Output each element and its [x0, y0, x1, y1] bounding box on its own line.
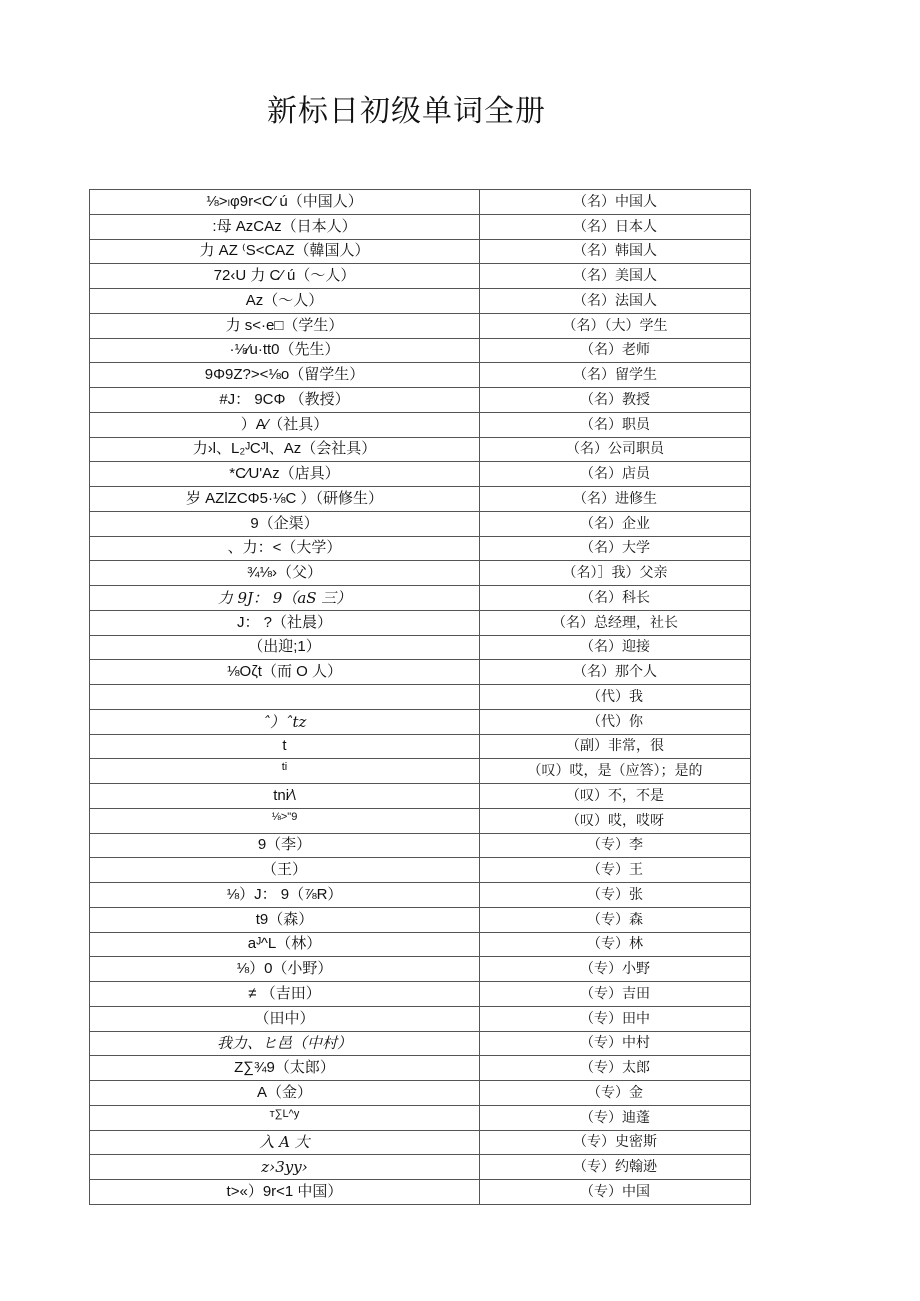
term-cell: ≠ （吉田）: [90, 982, 480, 1007]
meaning-cell: （叹）哎，是（应答）；是的: [480, 759, 751, 784]
term-cell: t: [90, 734, 480, 759]
meaning-cell: （名）进修生: [480, 487, 751, 512]
term-cell: *C⁄U'Az（店具）: [90, 462, 480, 487]
term-cell: （出迎;1）: [90, 635, 480, 660]
term-cell: 9（李）: [90, 833, 480, 858]
meaning-cell: （名）留学生: [480, 363, 751, 388]
table-row: [90, 635, 751, 660]
meaning-cell: （叹）哎，哎呀: [480, 808, 751, 833]
table-row: [90, 437, 751, 462]
table-row: [90, 982, 751, 1007]
table-row: [90, 858, 751, 883]
vocabulary-table-body: [90, 190, 751, 1205]
table-row: [90, 214, 751, 239]
table-row: [90, 660, 751, 685]
term-cell: A（金）: [90, 1081, 480, 1106]
meaning-cell: （名）那个人: [480, 660, 751, 685]
meaning-cell: （专）田中: [480, 1006, 751, 1031]
meaning-cell: （名）企业: [480, 511, 751, 536]
table-row: [90, 784, 751, 809]
term-cell: aᴶ^L（林）: [90, 932, 480, 957]
meaning-cell: （代）你: [480, 709, 751, 734]
term-cell: ᴛ∑L^y: [90, 1105, 480, 1130]
meaning-cell: （名）总经理，社长: [480, 610, 751, 635]
term-cell: ⅛）0（小野）: [90, 957, 480, 982]
table-row: [90, 907, 751, 932]
term-cell: ˆ）ˆtz: [90, 709, 480, 734]
table-row: [90, 808, 751, 833]
table-row: [90, 190, 751, 215]
term-cell: ¾⅛›（父）: [90, 561, 480, 586]
meaning-cell: （专）约翰逊: [480, 1155, 751, 1180]
meaning-cell: （名）韩国人: [480, 239, 751, 264]
term-cell: J： ?（社晨）: [90, 610, 480, 635]
table-row: [90, 1155, 751, 1180]
table-row: [90, 313, 751, 338]
table-row: [90, 412, 751, 437]
table-row: [90, 1180, 751, 1205]
term-cell: ）A⁄（社具）: [90, 412, 480, 437]
page-title: 新标日初级单词全册: [267, 94, 546, 129]
meaning-cell: （名）迎接: [480, 635, 751, 660]
table-row: [90, 734, 751, 759]
meaning-cell: （专）李: [480, 833, 751, 858]
vocabulary-table: [89, 189, 751, 1205]
term-cell: Z∑¾9（太郎）: [90, 1056, 480, 1081]
table-row: [90, 239, 751, 264]
table-row: [90, 610, 751, 635]
table-row: [90, 338, 751, 363]
term-cell: t>«）9r<1 中国）: [90, 1180, 480, 1205]
table-row: [90, 586, 751, 611]
meaning-cell: （名）美国人: [480, 264, 751, 289]
meaning-cell: （名）职员: [480, 412, 751, 437]
meaning-cell: （专）林: [480, 932, 751, 957]
table-row: [90, 388, 751, 413]
meaning-cell: （名）］我）父亲: [480, 561, 751, 586]
term-cell: [90, 685, 480, 710]
table-row: [90, 833, 751, 858]
table-row: [90, 883, 751, 908]
term-cell: 力›l、L₂ᴶCᴶl、Az（会社具）: [90, 437, 480, 462]
meaning-cell: （代）我: [480, 685, 751, 710]
table-row: [90, 1081, 751, 1106]
table-row: [90, 264, 751, 289]
table-row: [90, 759, 751, 784]
term-cell: 9（企渠）: [90, 511, 480, 536]
meaning-cell: （名）中国人: [480, 190, 751, 215]
meaning-cell: （专）太郎: [480, 1056, 751, 1081]
meaning-cell: （专）森: [480, 907, 751, 932]
term-cell: ⅛>"9: [90, 808, 480, 833]
term-cell: :母 AzCAz（日本人）: [90, 214, 480, 239]
meaning-cell: （名）公司职员: [480, 437, 751, 462]
term-cell: 入 A 大: [90, 1130, 480, 1155]
term-cell: 、力：<（大学）: [90, 536, 480, 561]
meaning-cell: （专）中村: [480, 1031, 751, 1056]
term-cell: 力 AZ ⁽S<CAZ（韓国人）: [90, 239, 480, 264]
table-row: [90, 1031, 751, 1056]
table-row: [90, 289, 751, 314]
term-cell: 岁 AZlZCΦ5·⅛C ）（研修生）: [90, 487, 480, 512]
meaning-cell: （名）大学: [480, 536, 751, 561]
meaning-cell: （专）吉田: [480, 982, 751, 1007]
term-cell: ⅛Oζt（而 O 人）: [90, 660, 480, 685]
meaning-cell: （名）教授: [480, 388, 751, 413]
term-cell: ⅛>ₗφ9r<C⁄ ú（中国人）: [90, 190, 480, 215]
meaning-cell: （专）迪蓬: [480, 1105, 751, 1130]
meaning-cell: （名）日本人: [480, 214, 751, 239]
meaning-cell: （名）科长: [480, 586, 751, 611]
table-row: [90, 487, 751, 512]
table-row: [90, 561, 751, 586]
meaning-cell: （专）史密斯: [480, 1130, 751, 1155]
table-row: [90, 511, 751, 536]
term-cell: z›3yy›: [90, 1155, 480, 1180]
term-cell: ti: [90, 759, 480, 784]
table-row: [90, 709, 751, 734]
table-row: [90, 932, 751, 957]
term-cell: ⅛）J： 9（⅞R）: [90, 883, 480, 908]
meaning-cell: （名）店员: [480, 462, 751, 487]
meaning-cell: （名）法国人: [480, 289, 751, 314]
meaning-cell: （专）小野: [480, 957, 751, 982]
term-cell: 我力、ヒ邑（中村）: [90, 1031, 480, 1056]
meaning-cell: （名）老师: [480, 338, 751, 363]
term-cell: 力 s<·e□（学生）: [90, 313, 480, 338]
table-row: [90, 363, 751, 388]
term-cell: Az（～人）: [90, 289, 480, 314]
table-row: [90, 536, 751, 561]
term-cell: #J： 9CΦ （教授）: [90, 388, 480, 413]
table-row: [90, 462, 751, 487]
table-row: [90, 685, 751, 710]
table-row: [90, 1056, 751, 1081]
meaning-cell: （专）金: [480, 1081, 751, 1106]
meaning-cell: （专）张: [480, 883, 751, 908]
term-cell: 72‹U 力 C⁄ ú（～人）: [90, 264, 480, 289]
term-cell: （田中）: [90, 1006, 480, 1031]
meaning-cell: （副）非常，很: [480, 734, 751, 759]
term-cell: 9Φ9Z?><⅛o（留学生）: [90, 363, 480, 388]
term-cell: 力 9J： 9（aS 三）: [90, 586, 480, 611]
term-cell: （王）: [90, 858, 480, 883]
term-cell: ·⅛⁄u·tt0（先生）: [90, 338, 480, 363]
table-row: [90, 1006, 751, 1031]
table-row: [90, 957, 751, 982]
table-row: [90, 1130, 751, 1155]
term-cell: tni⁄\: [90, 784, 480, 809]
meaning-cell: （专）中国: [480, 1180, 751, 1205]
meaning-cell: （名）（大）学生: [480, 313, 751, 338]
meaning-cell: （叹）不，不是: [480, 784, 751, 809]
term-cell: t9（森）: [90, 907, 480, 932]
table-row: [90, 1105, 751, 1130]
meaning-cell: （专）王: [480, 858, 751, 883]
